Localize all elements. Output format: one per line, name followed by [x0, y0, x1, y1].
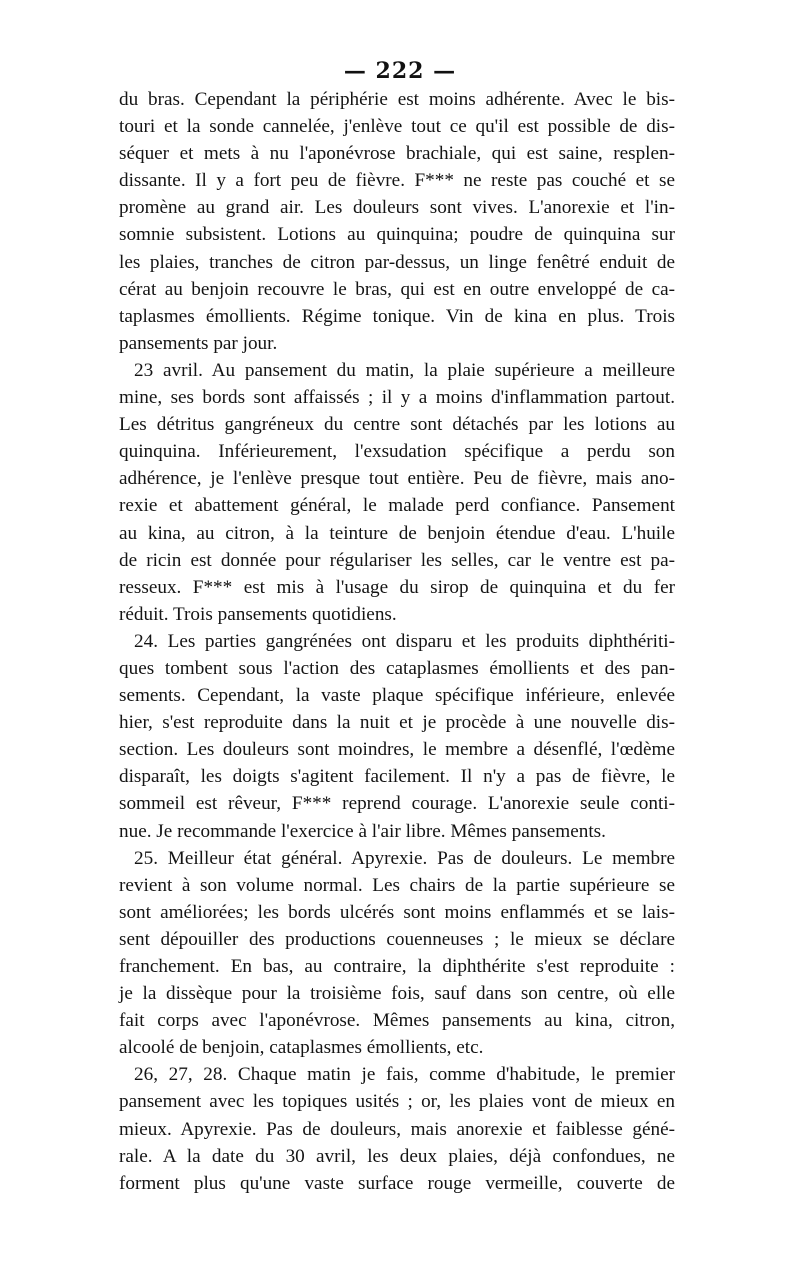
text-line: rexie et abattement général, le malade perd confiance. Pansement — [119, 495, 675, 517]
text-line: mine, ses bords sont affaissés ; il y a moins d'inflammation partout. — [119, 387, 675, 409]
text-line: hier, s'est reproduite dans la nuit et je procède à une nouvelle dis- — [119, 712, 675, 734]
text-line: nue. Je recommande l'exercice à l'air libre. Mêmes pansements. — [119, 820, 606, 842]
text-line: quinquina. Inférieurement, l'exsudation spécifique a perdu son — [119, 441, 675, 463]
text-line: 24. Les parties gangrénées ont disparu et les produits diphthériti- — [134, 630, 675, 652]
body-text — [119, 86, 675, 1197]
page-number: — 222 — — [343, 58, 457, 84]
text-line: sont améliorées; les bords ulcérés sont moins enflammés et se lais- — [119, 901, 675, 923]
text-line: 25. Meilleur état général. Apyrexie. Pas de douleurs. Le membre — [134, 847, 675, 869]
text-line: rale. A la date du 30 avril, les deux plaies, déjà confondues, ne — [119, 1145, 675, 1167]
text-line: alcoolé de benjoin, cataplasmes émollients, etc. — [119, 1037, 484, 1059]
text-line: disparaît, les doigts s'agitent facilement. Il n'y a pas de fièvre, le — [119, 766, 675, 788]
text-line: taplasmes émollients. Régime tonique. Vin de kina en plus. Trois — [119, 305, 675, 327]
text-line: forment plus qu'une vaste surface rouge vermeille, couverte de — [119, 1172, 675, 1194]
text-line: sent dépouiller des productions couenneuses ; le mieux se déclare — [119, 928, 675, 950]
text-line: cérat au benjoin recouvre le bras, qui est en outre enveloppé de ca- — [119, 278, 675, 300]
text-line: séquer et mets à nu l'aponévrose brachiale, qui est saine, resplen- — [119, 143, 675, 165]
text-line: adhérence, je l'enlève presque tout entière. Peu de fièvre, mais ano- — [119, 468, 675, 490]
text-line: du bras. Cependant la périphérie est moins adhérente. Avec le bis- — [119, 89, 675, 110]
text-line: de ricin est donnée pour régulariser les selles, car le ventre est pa- — [119, 549, 675, 571]
text-line: sements. Cependant, la vaste plaque spécifique inférieure, enlevée — [119, 685, 675, 707]
text-line: les plaies, tranches de citron par-dessus, un linge fenêtré enduit de — [119, 251, 675, 273]
text-line: réduit. Trois pansements quotidiens. — [119, 603, 397, 625]
text-line: je la dissèque pour la troisième fois, sauf dans son centre, où elle — [119, 983, 675, 1005]
text-line: touri et la sonde cannelée, j'enlève tout ce qu'il est possible de dis- — [119, 116, 675, 138]
text-line: pansement avec les topiques usités ; or, les plaies vont de mieux en — [119, 1091, 675, 1113]
text-line: sommeil est rêveur, F*** reprend courage. L'anorexie seule conti- — [119, 793, 675, 815]
text-line: dissante. Il y a fort peu de fièvre. F*** ne reste pas couché et se — [119, 170, 675, 192]
text-line: ques tombent sous l'action des cataplasmes émollients et des pan- — [119, 657, 675, 679]
text-line: franchement. En bas, au contraire, la diphthérite s'est reproduite : — [119, 956, 675, 977]
text-line: section. Les douleurs sont moindres, le membre a désenflé, l'œdème — [119, 739, 675, 761]
text-line: somnie subsistent. Lotions au quinquina; poudre de quinquina sur — [119, 224, 675, 246]
text-line: Les détritus gangréneux du centre sont détachés par les lotions au — [119, 414, 675, 436]
text-line: mieux. Apyrexie. Pas de douleurs, mais anorexie et faiblesse géné- — [119, 1118, 675, 1140]
text-line: au kina, au citron, à la teinture de benjoin étendue d'eau. L'huile — [119, 522, 675, 544]
text-line: 26, 27, 28. Chaque matin je fais, comme d'habitude, le premier — [134, 1064, 675, 1086]
text-line: resseux. F*** est mis à l'usage du sirop de quinquina et du fer — [119, 576, 675, 598]
text-line: revient à son volume normal. Les chairs de la partie supérieure se — [119, 874, 675, 896]
text-line: 23 avril. Au pansement du matin, la plaie supérieure a meilleure — [134, 359, 675, 381]
text-line: fait corps avec l'aponévrose. Mêmes pansements au kina, citron, — [119, 1010, 675, 1032]
text-line: pansements par jour. — [119, 332, 278, 354]
text-line: promène au grand air. Les douleurs sont vives. L'anorexie et l'in- — [119, 197, 675, 219]
